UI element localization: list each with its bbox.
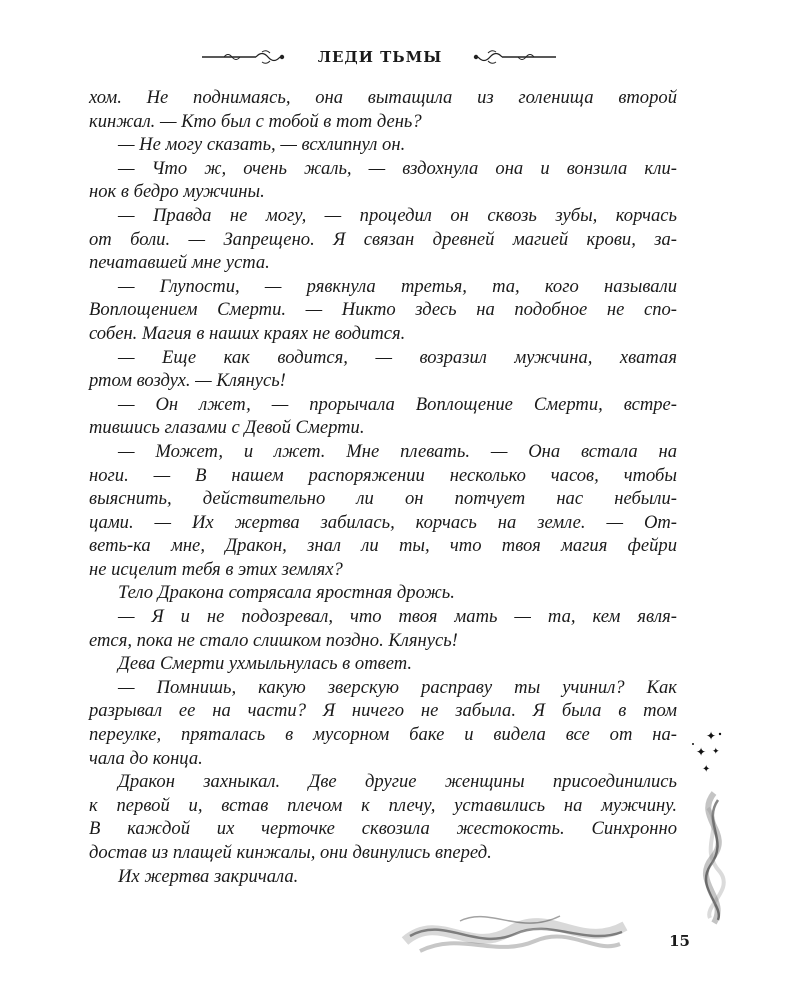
text-line: не исцелит тебя в этих землях? [89,558,343,580]
text-line: ртом воздух. — Клянусь! [89,370,286,392]
text-line: — Не могу сказать, — всхлипнул он. [118,134,406,156]
text-line: веть-ка мне, Дракон, знал ли ты, что твоя магия фейри [89,535,677,557]
text-line: выяснить, действительно ли он потчует нас небыли- [89,488,677,510]
text-line: от боли. — Запрещено. Я связан древней магией крови, за- [89,228,677,250]
text-line: цами. — Их жертва забилась, корчась на земле. — От- [89,511,677,533]
text-line: переулке, пряталась в мусорном баке и видела все от на- [89,724,677,746]
text-line: ноги. — В нашем распоряжении несколько часов, чтобы [89,464,677,486]
text-line: — Помнишь, какую зверскую расправу ты учинил? Как [118,676,677,698]
text-line: — Я и не подозревал, что твоя мать — та, кем явля- [118,606,677,628]
stars-icon [690,726,730,776]
text-line: Воплощением Смерти. — Никто здесь на подобное не спо- [89,299,677,321]
text-line: нок в бедро мужчины. [89,181,265,203]
page-number: 15 [669,932,690,950]
running-header [0,44,800,74]
text-line: к первой и, встав плечом к плечу, уставились на мужчину. [89,794,677,816]
text-line: чала до конца. [89,747,203,769]
text-line: — Правда не могу, — процедил он сквозь зубы, корчась [118,204,677,226]
smoke-swirl-icon [684,788,744,928]
text-line: собен. Магия в наших краях не водится. [89,322,406,344]
text-line: тившись глазами с Девой Смерти. [89,417,365,439]
text-line: разрывал ее на части? Я ничего не забыла. Я была в том [89,700,677,722]
text-line: Дева Смерти ухмыльнулась в ответ. [118,653,413,675]
text-line: хом. Не поднимаясь, она вытащила из голенища второй [89,87,677,108]
text-line: достав из плащей кинжалы, они двинулись вперед. [89,842,492,863]
right-flourish-ornament-icon [468,48,558,66]
text-line: ется, пока не стало слишком поздно. Клянусь! [89,629,458,651]
text-line: Их жертва закричала. [118,865,299,887]
body-text [89,86,677,888]
svg-text:✦: ✦ [706,729,717,743]
text-line: — Еще как водится, — возразил мужчина, хватая [118,346,677,368]
header-title: ЛЕДИ ТЬМЫ [317,48,443,66]
text-line: печатавшей мне уста. [89,252,270,274]
left-flourish-ornament-icon [200,48,290,66]
svg-text:✦: ✦ [712,747,720,757]
svg-text:✦: ✦ [696,745,707,759]
text-line: — Глупости, — рявкнула третья, та, кого называли [118,275,677,297]
text-line: Тело Дракона сотрясала яростная дрожь. [118,582,455,604]
smoke-swirl-icon [400,896,630,966]
svg-text:✦: ✦ [702,764,711,775]
text-line: В каждой их черточке сквозила жестокость. Синхронно [89,818,677,840]
text-line: Дракон захныкал. Две другие женщины присоединились [118,771,677,793]
text-line: кинжал. — Кто был с тобой в тот день? [89,110,422,132]
text-line: — Он лжет, — прорычала Воплощение Смерти, встре- [118,393,677,415]
text-line: — Что ж, очень жаль, — вздохнула она и вонзила кли- [118,157,677,179]
text-line: — Может, и лжет. Мне плевать. — Она встала на [118,440,677,462]
